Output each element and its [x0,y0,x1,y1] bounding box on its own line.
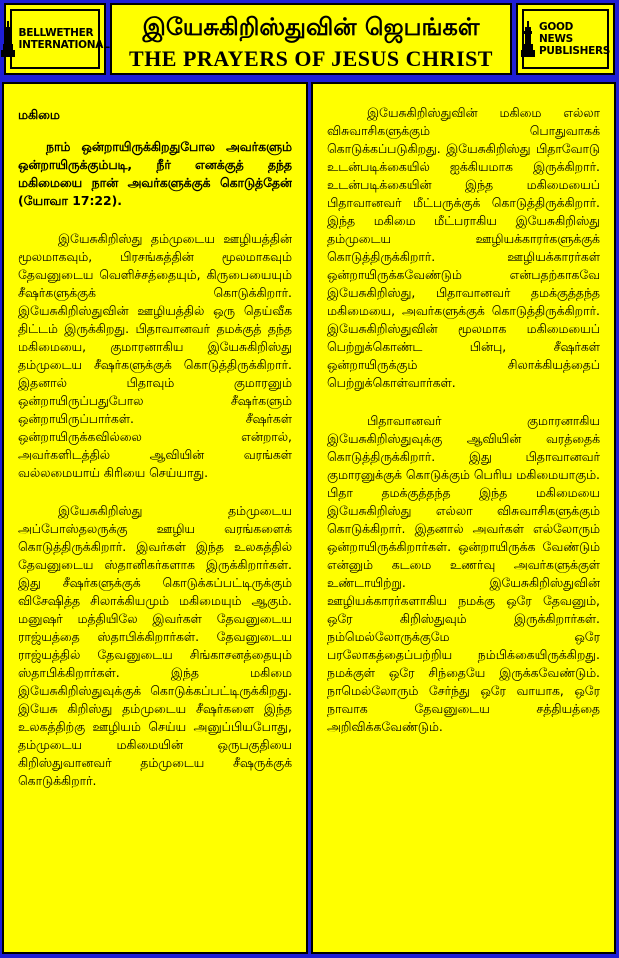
good-news-logo-line1: GOOD NEWS [539,21,573,45]
good-news-logo-frame [522,9,609,69]
header-banner [0,0,619,80]
title-panel [110,3,512,75]
left-text-column [2,82,308,954]
left-paragraph-1: இயேசுகிறிஸ்து தம்முடைய ஊழியத்தின் மூலமாகவும், பிரசங்கத்தின் மூலமாகவும் தேவனுடைய வெளிச்சத்தையும், கிருபையையும் சீஷர்களுக்குக் கொடுக்கிறார். இயேசுகிறிஸ்துவின் ஊழியத்தில் ஒரு தெய்வீக திட்டம் இருக்கிறது. பிதாவானவர் தமக்குத் தந்த மகிமையை, குமாரனாகிய இயேசுகிறிஸ்து தம்முடைய சீஷர்களுக்குக் கொடுத்திருக்கிறார். இதனால் பிதாவும் குமாரனும் ஒன்றாயிருப்பதுபோல சீஷர்களும் ஒன்றாயிருப்பார்கள். சீஷர்கள் ஒன்றாயிருக்கவில்லை என்றால், அவர்களிடத்தில் ஆவியின் வரங்கள் வல்லமையாய் கிரியை செய்யாது. [18,231,292,480]
right-text-column [311,82,616,954]
tower-icon [1,21,15,57]
bellwether-logo [4,3,110,75]
title-english: THE PRAYERS OF JESUS CHRIST [129,46,493,71]
tower-icon [521,21,535,57]
right-paragraph-1: இயேசுகிறிஸ்துவின் மகிமை எல்லா விசுவாசிகளுக்கும் பொதுவாகக் கொடுக்கப்படுகிறது. இயேசுகிறிஸ்து பிதாவோடு உடன்படிக்கையில் ஐக்கியமாக இருக்கிறார். உடன்படிக்கையின் இந்த மகிமையைப் பிதாவானவர் மீட்பருக்குக் கொடுத்திருக்கிறார். இந்த மகிமை மீட்பராகிய இயேசுகிறிஸ்து தம்முடைய ஊழியக்காரர்களுக்குக் கொடுத்திருக்கிறார். ஊழியக்காரர்கள் ஒன்றாயிருக்கவேண்டும் என்பதற்காகவே இயேசுகிறிஸ்து, பிதாவானவர் தமக்குத்தந்த மகிமையை, அவர்களுக்குக் கொடுத்திருக்கிறார். இயேசுகிறிஸ்துவின் மூலமாக மகிமையைப் பெற்றுக்கொண்ட பின்பு, சீஷர்கள் ஒன்றாயிருக்கும் சிலாக்கியத்தைப் பெற்றுக்கொள்வார்கள். [327,105,600,390]
bellwether-logo-line1: BELLWETHER [18,27,94,39]
bellwether-logo-line2: INTERNATIONAL [18,39,110,51]
good-news-logo [516,3,615,75]
bellwether-logo-frame [10,9,110,69]
scripture-verse: நாம் ஒன்றாயிருக்கிறதுபோல அவர்களும் ஒன்றாயிருக்கும்படி, நீர் எனக்குத் தந்த மகிமையை நான் அவர்களுக்குக் கொடுத்தேன் (யோவா 17:22). [18,139,292,208]
right-paragraph-2: பிதாவானவர் குமாரனாகிய இயேசுகிறிஸ்துவுக்கு ஆவியின் வரத்தைக் கொடுத்திருக்கிறார். இது பிதாவானவர் குமாரனுக்குக் கொடுக்கும் பெரிய மகிமையாகும். பிதா தமக்குத்தந்த இந்த மகிமையை இயேசுகிறிஸ்து எல்லா விசுவாசிகளுக்கும் கொடுக்கிறார். இதனால் அவர்கள் எல்லோரும் ஒன்றாயிருக்கிறார்கள். ஒன்றாயிருக்க வேண்டும் என்னும் கடமை உணர்வு அவர்களுக்குள் உண்டாயிற்று. இயேசுகிறிஸ்துவின் ஊழியக்காரர்களாகிய நமக்கு ஒரே தேவனும், ஒரே கிறிஸ்துவும் இருக்கிறார்கள். நம்மெல்லோருக்குமே ஒரே பரலோகத்தைப்பற்றிய நம்பிக்கையிருக்கிறது. நமக்குள் ஒரே சிந்தையே இருக்கவேண்டும். நாமெல்லோரும் சேர்ந்து ஒரே வாயாக, ஒரே நாவாக தேவனுடைய சத்தியத்தை அறிவிக்கவேண்டும். [327,413,600,734]
left-paragraph-2: இயேசுகிறிஸ்து தம்முடைய அப்போஸ்தலருக்கு ஊழிய வரங்களைக் கொடுத்திருக்கிறார். இவர்கள் இந்த உலகத்தில் தேவனுடைய ஸ்தானிகர்களாக இருக்கிறார்கள். இது சீஷர்களுக்குக் கொடுக்கப்பட்டிருக்கும் விசேஷித்த சிலாக்கியமும் மகிமையும் ஆகும். மனுஷர் மத்தியிலே இவர்கள் தேவனுடைய ராஜ்யத்தை ஸ்தாபிக்கிறார்கள். தேவனுடைய ராஜ்யத்தில் தேவனுடைய சிங்காசனத்தையும் ஸ்தாபிக்கிறார்கள். இந்த மகிமை இயேசுகிறிஸ்துவுக்குக் கொடுக்கப்பட்டிருக்கிறது. இயேசு கிறிஸ்து தம்முடைய சீஷர்களை இந்த உலகத்திற்கு ஊழியம் செய்ய அனுப்பியபோது, தம்முடைய மகிமையின் ஒருபகுதியை கிறிஸ்துவானவர் தம்முடைய சீஷருக்குக் கொடுக்கிறார். [18,503,292,788]
good-news-logo-line2: PUBLISHERS [539,45,610,57]
title-tamil: இயேசுகிறிஸ்துவின் ஜெபங்கள் [142,13,480,41]
section-heading: மகிமை [18,107,60,122]
